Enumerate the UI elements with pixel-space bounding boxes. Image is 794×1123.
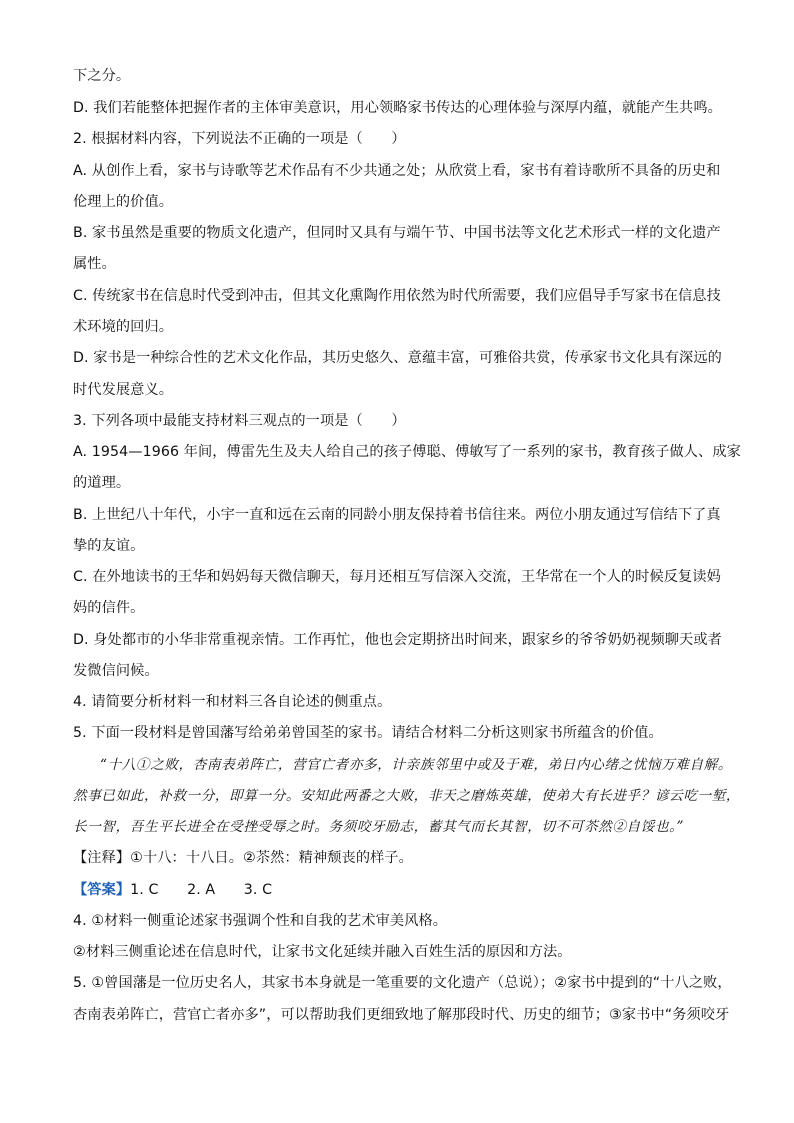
quote-line: 长一智，吾生平长进全在受挫受辱之时。务须咬牙励志，蓄其气而长其智，切不可苶然②自馁也。” xyxy=(73,819,685,835)
answer-choices: 1. C 2. A 3. C xyxy=(130,882,273,898)
answer-text-line: 5. ①曾国藩是一位历史名人，其家书本身就是一笔重要的文化遗产（总说）；②家书中提到的“十八之败， xyxy=(73,975,732,991)
text-line: 下之分。 xyxy=(73,68,131,84)
option-2b: B. 家书虽然是重要的物质文化遗产，但同时又具有与端午节、中国书法等文化艺术形式一样的文化遗产 xyxy=(73,225,721,241)
option-2a: A. 从创作上看，家书与诗歌等艺术作品有不少共通之处；从欣赏上看，家书有着诗歌所不具备的历史和 xyxy=(73,163,721,179)
option-2d: D. 家书是一种综合性的艺术文化作品，其历史悠久、意蕴丰富，可雅俗共赏，传承家书文化具有深远的 xyxy=(73,350,722,366)
option-2c: C. 传统家书在信息时代受到冲击，但其文化熏陶作用依然为时代所需要，我们应倡导手写家书在信息技 xyxy=(73,288,721,304)
text-line: 术环境的回归。 xyxy=(73,319,174,335)
answer-line xyxy=(73,880,733,900)
quote-line: “十八①之败，杏南表弟阵亡，营官亡者亦多，计亲族邻里中或及于难，弟日内心绪之忧恼万难自解。 xyxy=(100,757,733,773)
answer-text-line: 4. ①材料一侧重论述家书强调个性和自我的艺术审美风格。 xyxy=(73,913,448,929)
text-line: 的道理。 xyxy=(73,475,131,491)
option-3c: C. 在外地读书的王华和妈妈每天微信聊天，每月还相互写信深入交流，王华常在一个人的时候反复读妈 xyxy=(73,569,721,585)
text-line: 发微信问候。 xyxy=(73,663,159,679)
question-4-stem: 4. 请简要分析材料一和材料三各自论述的侧重点。 xyxy=(73,694,392,710)
quote-line: 然事已如此，补救一分，即算一分。安知此两番之大败，非天之磨炼英雄，使弟大有长进乎？谚云吃一堑， xyxy=(73,788,741,804)
text-line: 属性。 xyxy=(73,256,116,272)
answer-tag: 【答案】 xyxy=(73,882,131,898)
text-line: D. 我们若能整体把握作者的主体审美意识，用心领略家书传达的心理体验与深厚内蕴，就能产生共鸣。 xyxy=(73,100,722,116)
annotation-note: 【注释】①十八：十八日。②苶然：精神颓丧的样子。 xyxy=(73,850,413,866)
answer-text-line: 杏南表弟阵亡，营官亡者亦多”，可以帮助我们更细致地了解那段时代、历史的细节；③家书中“务须咬牙 xyxy=(73,1007,730,1023)
option-3d: D. 身处都市的小华非常重视亲情。工作再忙，他也会定期挤出时间来，跟家乡的爷爷奶奶视频聊天或者 xyxy=(73,632,722,648)
question-2-stem: 2. 根据材料内容，下列说法不正确的一项是（ ） xyxy=(73,131,406,147)
text-line: 妈的信件。 xyxy=(73,600,145,616)
text-line: 挚的友谊。 xyxy=(73,538,145,554)
option-3b: B. 上世纪八十年代，小宇一直和远在云南的同龄小朋友保持着书信往来。两位小朋友通过写信结下了真 xyxy=(73,507,721,523)
text-line: 伦理上的价值。 xyxy=(73,194,174,210)
option-3a: A. 1954—1966 年间，傅雷先生及夫人给自己的孩子傅聪、傅敏写了一系列的家书，教育孩子做人、成家 xyxy=(73,444,741,460)
answer-text-line: ②材料三侧重论述在信息时代，让家书文化延续并融入百姓生活的原因和方法。 xyxy=(73,944,572,960)
question-3-stem: 3. 下列各项中最能支持材料三观点的一项是（ ） xyxy=(73,413,406,429)
question-5-stem: 5. 下面一段材料是曾国藩写给弟弟曾国荃的家书。请结合材料二分析这则家书所蕴含的价值。 xyxy=(73,725,663,741)
text-line: 时代发展意义。 xyxy=(73,382,174,398)
